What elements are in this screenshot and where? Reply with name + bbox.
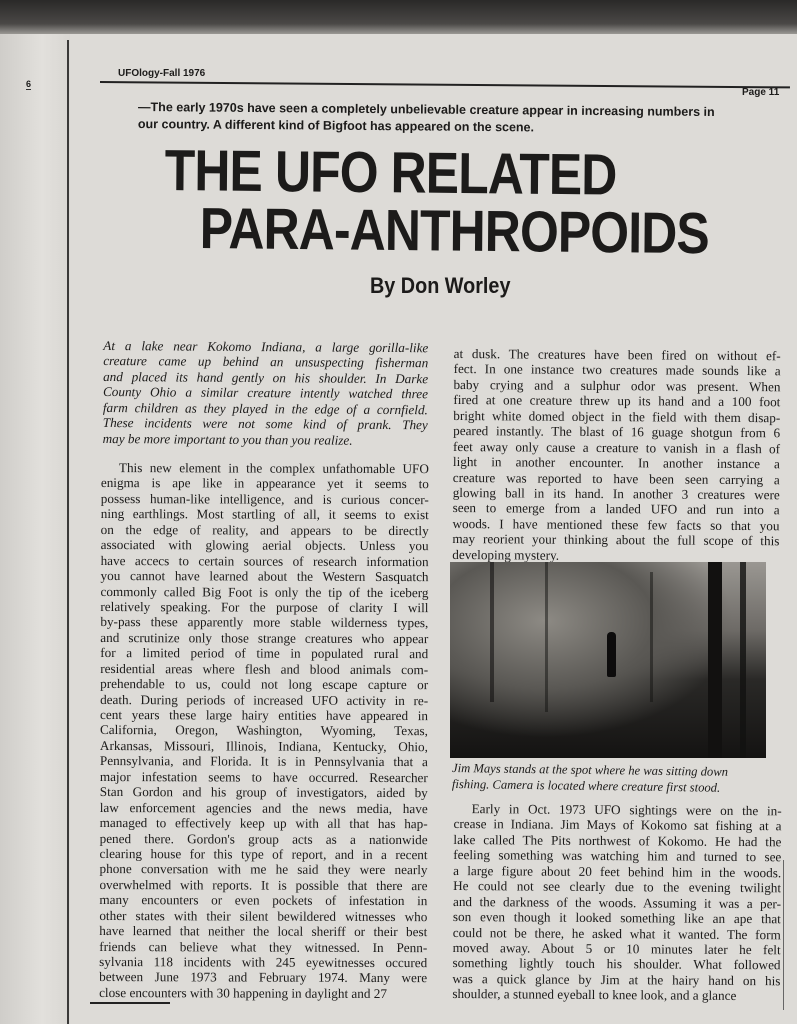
- text-line: bright white domed object in the field with them disap-: [453, 407, 781, 426]
- text-line: have learned that neither the local sheriff or their best: [99, 923, 428, 940]
- text-line: and scrutinize only those strange creatures who appear: [100, 629, 429, 646]
- text-line: seen to emerge from a landed UFO and run into a: [452, 500, 780, 518]
- text-line: major infestation seems to have occurred. Researcher: [99, 768, 428, 785]
- scan-dark-edge: [0, 0, 797, 34]
- text-line: woods. I have mentioned these few facts so that you: [452, 515, 780, 534]
- text-line: on the edge of reality, and appears to be directly: [100, 521, 429, 538]
- text-line: cent years these large hairy entities have appeared in: [100, 707, 429, 724]
- text-line: possess human-like intelligence, and is curious concer-: [100, 490, 429, 508]
- text-line: California, Oregon, Washington, Wyoming, Texas,: [99, 722, 429, 739]
- deck-line: —The early 1970s have seen a completely unbelievable creature appear in increasing numbers in: [138, 100, 715, 120]
- deck-text: [138, 99, 783, 139]
- text-line: overwhelmed with reports. It is possible that there are: [99, 876, 428, 893]
- text-line: Arkansas, Missouri, Illinois, Indiana, Kentucky, Ohio,: [99, 737, 428, 755]
- deck-line: our country. A different kind of Bigfoot has appeared on the scene.: [137, 116, 535, 135]
- text-line: may reorient your thinking about the full scope of this: [452, 531, 780, 549]
- text-line: and the darkness of the woods. Assuming it was a per-: [452, 893, 782, 911]
- text-line: commonly called Big Foot is only the tip of the iceberg: [100, 583, 429, 600]
- text-line: managed to effectively keep up with all that has hap-: [99, 815, 428, 832]
- photo-caption: [452, 760, 782, 797]
- right-column-body-bottom: [452, 801, 781, 1004]
- text-line: have accecs to certain sources of research information: [100, 552, 429, 569]
- footer-rule: [90, 1002, 170, 1004]
- text-line: This new element in the complex unfathomable UFO: [118, 460, 429, 477]
- left-column-body: [99, 460, 429, 1001]
- page-number: Page 11: [742, 87, 780, 98]
- text-line: was a quick glance by Jim at the hairy hand on his: [452, 970, 781, 989]
- text-line: He could not see clearly due to the evening twilight: [453, 878, 782, 896]
- text-line: close encounters with 30 happening in daylight and 27: [99, 984, 387, 1001]
- text-line: fect. In one instance two creatures made sounds like a: [453, 361, 781, 379]
- binding-line: [67, 40, 69, 1024]
- text-line: other states with their silent bewildered witnesses who: [99, 907, 428, 924]
- running-head: UFOlogy-Fall 1976: [118, 68, 206, 79]
- text-line: Stan Gordon and his group of investigators, aided by: [99, 784, 428, 801]
- text-line: many encounters or even pockets of infestation in: [99, 892, 428, 909]
- text-line: clearing house for this type of report, and in a recent: [99, 845, 428, 863]
- text-line: pened there. Gordon's group acts as a nationwide: [99, 830, 428, 847]
- text-line: feet away only cause a creature to vanish in a flash of: [453, 438, 781, 456]
- text-line: between June 1973 and February 1974. Many were: [99, 969, 428, 986]
- text-line: at dusk. The creatures have been fired on without ef-: [453, 346, 781, 364]
- text-line: Early in Oct. 1973 UFO sightings were on the in-: [471, 801, 782, 819]
- text-line: County Ohio a similar creature intently watched three: [102, 384, 429, 402]
- header-rule: [100, 81, 790, 88]
- text-line: law enforcement agencies and the news media, have: [99, 799, 428, 816]
- text-line: fired at one creature threw up its hand and a 100 foot: [453, 392, 781, 410]
- text-line: light in another encounter. In another instance a: [452, 454, 780, 472]
- text-line: friends can believe what they witnessed. In Penn-: [99, 938, 428, 955]
- text-line: son even though it looked something like an ape that: [452, 909, 781, 927]
- text-line: farm children as they played in the edge of a cornfield.: [102, 399, 428, 418]
- page-edge-line: [783, 860, 784, 1010]
- text-line: baby crying and a sulphur odor was present. When: [453, 376, 781, 395]
- text-line: ning earthlings. Most startling of all, it seems to exist: [100, 506, 429, 523]
- text-line: could not be there, he asked what it wanted. The form: [452, 924, 781, 942]
- text-line: feeling something was watching him and turned to see: [453, 847, 782, 865]
- text-line: glowing ball in its hand. In another 3 creatures were: [452, 484, 780, 503]
- text-line: Pennsylvania, and Florida. It is in Pennsylvania that a: [99, 753, 428, 770]
- text-line: prehendable to us, could not long escape capture or: [100, 676, 429, 693]
- text-line: a large figure about 20 feet behind him in the woods.: [453, 862, 782, 881]
- text-line: by-pass these apparently more stable wilderness types,: [100, 614, 429, 631]
- text-line: shoulder, a stunned eyeball to knee look, and a glance: [452, 986, 737, 1004]
- photo-figure: [607, 632, 616, 677]
- facing-page-number: 6: [26, 79, 32, 89]
- text-line: lake called The Pits northwest of Kokomo. He had the: [453, 831, 782, 850]
- text-line: crease in Indiana. Jim Mays of Kokomo sat fishing at a: [453, 816, 782, 834]
- text-line: for a limited period of time in populated rural and: [100, 645, 429, 662]
- text-line: something lightly touch his shoulder. What followed: [452, 955, 781, 973]
- text-line: At a lake near Kokomo Indiana, a large gorilla-like: [103, 338, 429, 356]
- text-line: death. During periods of increased UFO activity in re-: [100, 691, 429, 708]
- text-line: peared instantly. The blast of 16 guage shotgun from 6: [453, 423, 781, 441]
- caption-line: Jim Mays stands at the spot where he was sitting down: [452, 761, 729, 779]
- article-title-line-1: THE UFO RELATED: [164, 138, 617, 208]
- caption-line: fishing. Camera is located where creature first stood.: [451, 776, 721, 795]
- text-line: sylvania 118 incidents with 245 eyewitnesses occured: [99, 953, 428, 971]
- text-line: associated with glowing aerial objects. Unless you: [100, 537, 429, 554]
- page-binding: [0, 34, 70, 1024]
- text-line: These incidents were not some kind of prank. They: [102, 415, 428, 433]
- text-line: phone conversation with me he said they were nearly: [99, 861, 428, 878]
- text-line: and placed its hand gently on his shoulder. In Darke: [103, 368, 429, 387]
- byline: By Don Worley: [370, 273, 511, 298]
- text-line: relatively speaking. For the purpose of clarity I will: [100, 598, 429, 616]
- text-line: creature was reported to have been seen carrying a: [452, 469, 780, 487]
- text-line: residential areas where flesh and blood animals com-: [100, 660, 429, 677]
- text-line: developing mystery.: [452, 546, 560, 563]
- article-photo: [450, 562, 766, 758]
- text-line: enigma is ape like in appearance yet it seems to: [100, 475, 429, 492]
- intro-paragraph: [103, 338, 429, 448]
- right-column-body-top: [452, 346, 781, 564]
- text-line: creature came up behind an unsuspecting fisherman: [103, 353, 429, 371]
- text-line: you cannot have learned about the Western Sasquatch: [100, 568, 429, 585]
- article-title-line-2: PARA-ANTHROPOIDS: [199, 196, 710, 267]
- text-line: may be more important to you than you realize.: [102, 430, 353, 448]
- text-line: moved away. About 5 or 10 minutes later he felt: [452, 939, 781, 958]
